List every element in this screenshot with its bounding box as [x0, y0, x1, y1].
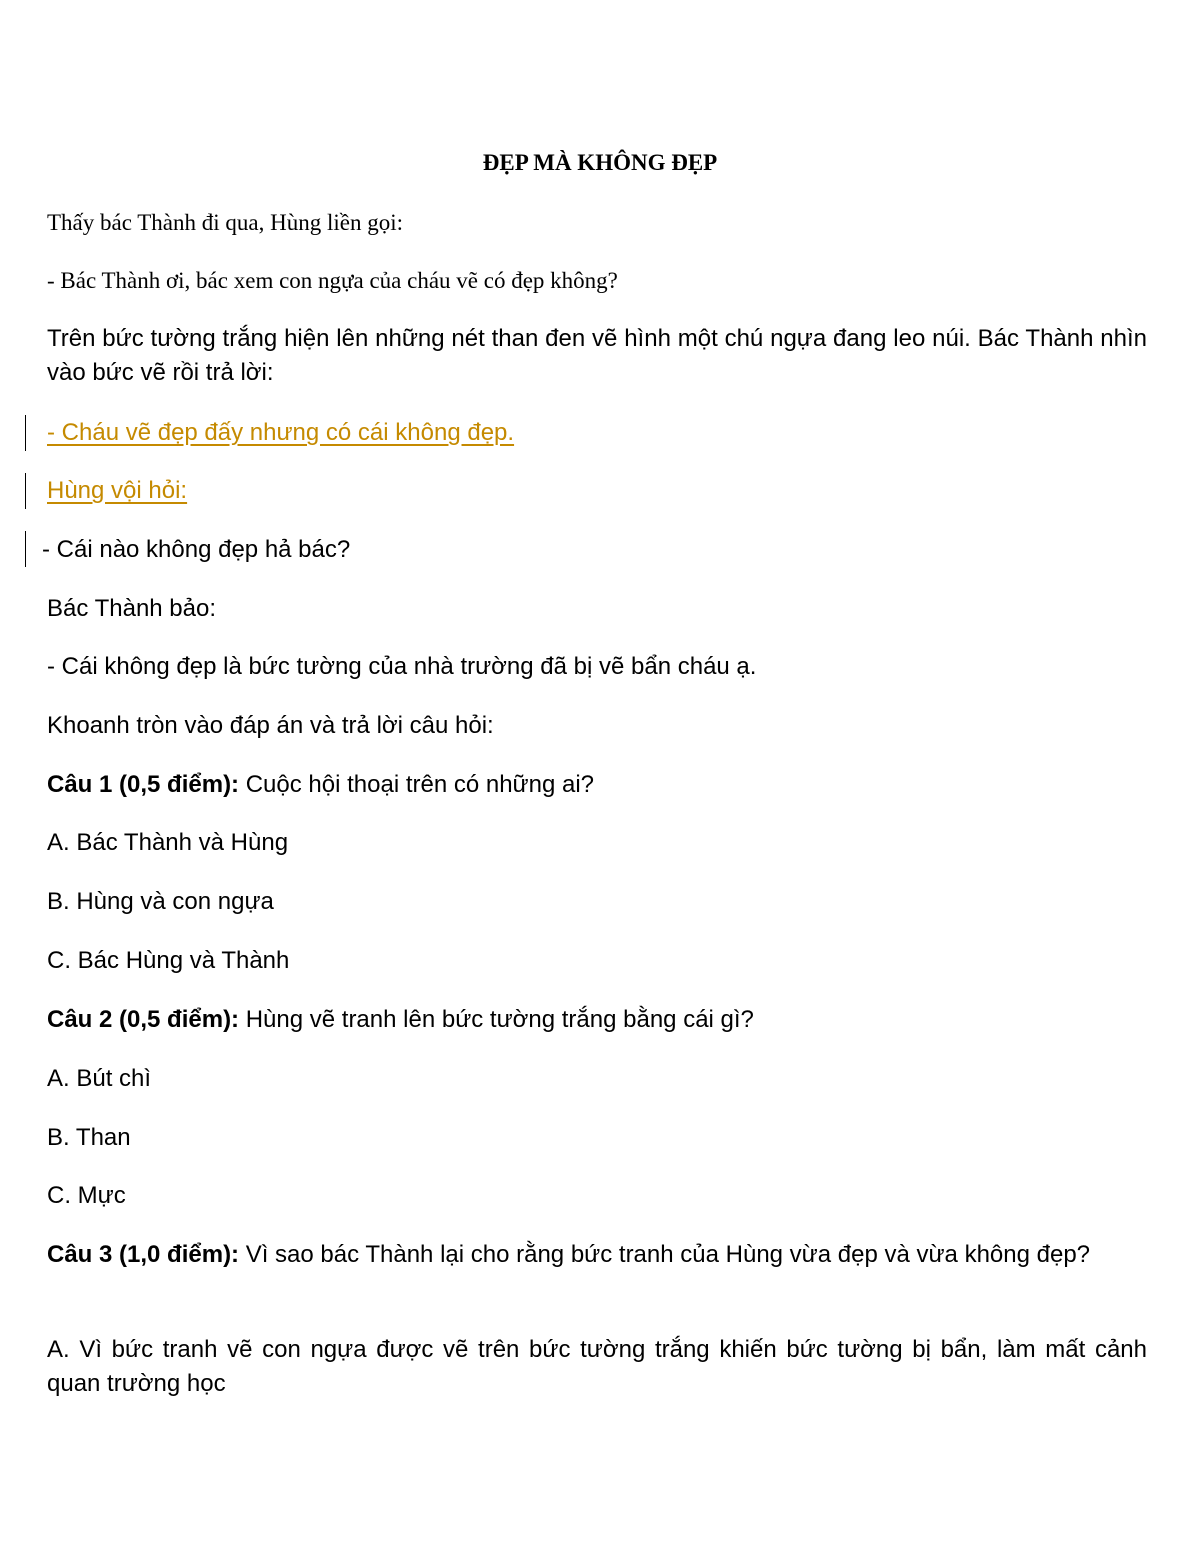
question-1-option-b: B. Hùng và con ngựa	[47, 888, 274, 915]
story-line-3: Trên bức tường trắng hiện lên những nét than đen vẽ hình một chú ngựa đang leo núi. Bác Thành nhìn vào bức vẽ rồi trả lời:	[47, 325, 1147, 386]
question-3-option-a: A. Vì bức tranh vẽ con ngựa được vẽ trên bức tường trắng khiến bức tường bị bẩn, làm mất cảnh quan trường học	[47, 1336, 1147, 1397]
change-bar	[25, 473, 26, 509]
document-title: ĐẸP MÀ KHÔNG ĐẸP	[482, 150, 718, 175]
question-2-option-a: A. Bút chì	[47, 1065, 152, 1092]
question-2-option-b: B. Than	[47, 1124, 131, 1151]
question-3-label: Câu 3 (1,0 điểm):	[47, 1241, 240, 1268]
question-3	[47, 1238, 1147, 1272]
question-1-label: Câu 1 (0,5 điểm):	[47, 771, 240, 798]
story-line-1: Thấy bác Thành đi qua, Hùng liền gọi:	[47, 210, 403, 235]
story-line-5: Hùng vội hỏi:	[47, 477, 188, 504]
question-3-text: Vì sao bác Thành lại cho rằng bức tranh của Hùng vừa đẹp và vừa không đẹp?	[239, 1241, 1091, 1268]
question-2-label: Câu 2 (0,5 điểm):	[47, 1006, 240, 1033]
instructions: Khoanh tròn vào đáp án và trả lời câu hỏi:	[47, 712, 494, 739]
story-line-2: - Bác Thành ơi, bác xem con ngựa của cháu vẽ có đẹp không?	[47, 268, 618, 293]
question-2-option-c: C. Mực	[47, 1182, 126, 1209]
question-2-text: Hùng vẽ tranh lên bức tường trắng bằng cái gì?	[239, 1006, 754, 1033]
question-1-option-c: C. Bác Hùng và Thành	[47, 947, 290, 974]
story-line-4: - Cháu vẽ đẹp đấy nhưng có cái không đẹp.	[47, 419, 515, 446]
story-line-8: - Cái không đẹp là bức tường của nhà trường đã bị vẽ bẩn cháu ạ.	[47, 653, 757, 680]
question-1	[47, 768, 1147, 802]
question-1-option-a: A. Bác Thành và Hùng	[47, 829, 289, 856]
question-1-text: Cuộc hội thoại trên có những ai?	[239, 771, 595, 798]
change-bar	[25, 531, 26, 567]
change-bar	[25, 415, 26, 451]
story-line-6: - Cái nào không đẹp hả bác?	[42, 536, 351, 563]
story-line-7: Bác Thành bảo:	[47, 595, 217, 622]
question-2	[47, 1003, 1147, 1037]
